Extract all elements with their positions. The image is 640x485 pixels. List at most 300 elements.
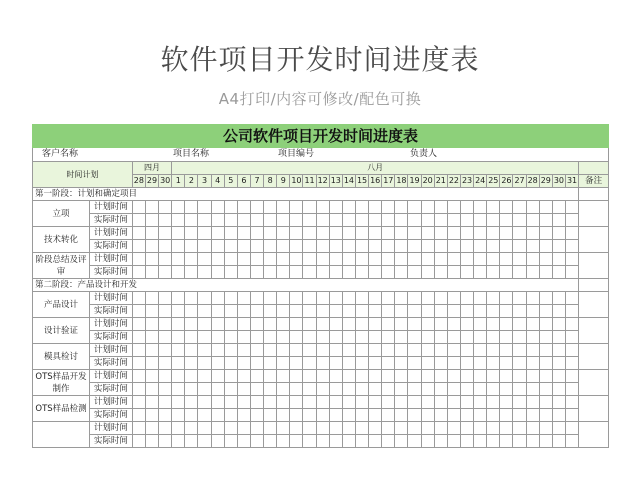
- schedule-cell[interactable]: [487, 227, 500, 240]
- schedule-cell[interactable]: [565, 253, 578, 266]
- schedule-cell[interactable]: [159, 344, 172, 357]
- schedule-cell[interactable]: [237, 253, 250, 266]
- schedule-cell[interactable]: [145, 240, 158, 253]
- schedule-cell[interactable]: [434, 318, 447, 331]
- schedule-cell[interactable]: [421, 383, 434, 396]
- schedule-cell[interactable]: [539, 292, 552, 305]
- schedule-cell[interactable]: [565, 305, 578, 318]
- schedule-cell[interactable]: [395, 318, 408, 331]
- schedule-cell[interactable]: [395, 214, 408, 227]
- schedule-cell[interactable]: [552, 331, 565, 344]
- schedule-cell[interactable]: [369, 383, 382, 396]
- schedule-cell[interactable]: [474, 422, 487, 435]
- schedule-cell[interactable]: [342, 331, 355, 344]
- schedule-cell[interactable]: [250, 331, 263, 344]
- schedule-cell[interactable]: [474, 344, 487, 357]
- schedule-cell[interactable]: [172, 331, 185, 344]
- schedule-cell[interactable]: [237, 383, 250, 396]
- schedule-cell[interactable]: [474, 201, 487, 214]
- schedule-cell[interactable]: [421, 409, 434, 422]
- schedule-cell[interactable]: [382, 214, 395, 227]
- schedule-cell[interactable]: [224, 435, 237, 448]
- schedule-cell[interactable]: [395, 409, 408, 422]
- schedule-cell[interactable]: [303, 409, 316, 422]
- schedule-cell[interactable]: [539, 305, 552, 318]
- schedule-cell[interactable]: [474, 253, 487, 266]
- schedule-cell[interactable]: [198, 422, 211, 435]
- schedule-cell[interactable]: [539, 266, 552, 279]
- schedule-cell[interactable]: [159, 266, 172, 279]
- schedule-cell[interactable]: [513, 331, 526, 344]
- schedule-cell[interactable]: [447, 305, 460, 318]
- schedule-cell[interactable]: [460, 214, 473, 227]
- schedule-cell[interactable]: [460, 227, 473, 240]
- schedule-cell[interactable]: [421, 331, 434, 344]
- schedule-cell[interactable]: [159, 435, 172, 448]
- schedule-cell[interactable]: [224, 201, 237, 214]
- schedule-cell[interactable]: [132, 435, 145, 448]
- schedule-cell[interactable]: [513, 344, 526, 357]
- schedule-cell[interactable]: [539, 370, 552, 383]
- schedule-cell[interactable]: [264, 214, 277, 227]
- schedule-cell[interactable]: [132, 396, 145, 409]
- schedule-cell[interactable]: [329, 331, 342, 344]
- schedule-cell[interactable]: [447, 357, 460, 370]
- schedule-cell[interactable]: [408, 227, 421, 240]
- schedule-cell[interactable]: [460, 370, 473, 383]
- schedule-cell[interactable]: [434, 435, 447, 448]
- schedule-cell[interactable]: [382, 240, 395, 253]
- schedule-cell[interactable]: [277, 214, 290, 227]
- schedule-cell[interactable]: [526, 305, 539, 318]
- schedule-cell[interactable]: [224, 344, 237, 357]
- schedule-cell[interactable]: [500, 383, 513, 396]
- schedule-cell[interactable]: [224, 227, 237, 240]
- schedule-cell[interactable]: [224, 214, 237, 227]
- schedule-cell[interactable]: [447, 435, 460, 448]
- schedule-cell[interactable]: [132, 305, 145, 318]
- schedule-cell[interactable]: [552, 422, 565, 435]
- schedule-cell[interactable]: [185, 435, 198, 448]
- schedule-cell[interactable]: [329, 409, 342, 422]
- schedule-cell[interactable]: [290, 253, 303, 266]
- schedule-cell[interactable]: [224, 292, 237, 305]
- schedule-cell[interactable]: [211, 292, 224, 305]
- schedule-cell[interactable]: [342, 422, 355, 435]
- schedule-cell[interactable]: [434, 292, 447, 305]
- schedule-cell[interactable]: [316, 331, 329, 344]
- schedule-cell[interactable]: [198, 357, 211, 370]
- schedule-cell[interactable]: [316, 435, 329, 448]
- schedule-cell[interactable]: [355, 227, 368, 240]
- schedule-cell[interactable]: [277, 240, 290, 253]
- schedule-cell[interactable]: [355, 292, 368, 305]
- schedule-cell[interactable]: [460, 422, 473, 435]
- schedule-cell[interactable]: [382, 201, 395, 214]
- schedule-cell[interactable]: [565, 396, 578, 409]
- schedule-cell[interactable]: [342, 253, 355, 266]
- schedule-cell[interactable]: [552, 383, 565, 396]
- schedule-cell[interactable]: [355, 331, 368, 344]
- schedule-cell[interactable]: [434, 331, 447, 344]
- schedule-cell[interactable]: [159, 383, 172, 396]
- schedule-cell[interactable]: [132, 318, 145, 331]
- schedule-cell[interactable]: [145, 266, 158, 279]
- schedule-cell[interactable]: [211, 344, 224, 357]
- schedule-cell[interactable]: [565, 240, 578, 253]
- note-cell[interactable]: [579, 344, 609, 370]
- schedule-cell[interactable]: [172, 435, 185, 448]
- schedule-cell[interactable]: [342, 318, 355, 331]
- schedule-cell[interactable]: [369, 266, 382, 279]
- schedule-cell[interactable]: [250, 409, 263, 422]
- schedule-cell[interactable]: [329, 227, 342, 240]
- schedule-cell[interactable]: [237, 201, 250, 214]
- schedule-cell[interactable]: [172, 422, 185, 435]
- schedule-cell[interactable]: [395, 357, 408, 370]
- schedule-cell[interactable]: [513, 357, 526, 370]
- schedule-cell[interactable]: [382, 383, 395, 396]
- schedule-cell[interactable]: [552, 240, 565, 253]
- schedule-cell[interactable]: [513, 396, 526, 409]
- schedule-cell[interactable]: [565, 318, 578, 331]
- schedule-cell[interactable]: [316, 383, 329, 396]
- schedule-cell[interactable]: [342, 409, 355, 422]
- schedule-cell[interactable]: [185, 331, 198, 344]
- schedule-cell[interactable]: [500, 396, 513, 409]
- schedule-cell[interactable]: [172, 240, 185, 253]
- schedule-cell[interactable]: [198, 409, 211, 422]
- schedule-cell[interactable]: [434, 214, 447, 227]
- schedule-cell[interactable]: [329, 214, 342, 227]
- schedule-cell[interactable]: [250, 344, 263, 357]
- schedule-cell[interactable]: [487, 370, 500, 383]
- schedule-cell[interactable]: [539, 214, 552, 227]
- schedule-cell[interactable]: [264, 292, 277, 305]
- schedule-cell[interactable]: [303, 331, 316, 344]
- schedule-cell[interactable]: [159, 422, 172, 435]
- schedule-cell[interactable]: [198, 344, 211, 357]
- schedule-cell[interactable]: [395, 435, 408, 448]
- schedule-cell[interactable]: [526, 331, 539, 344]
- schedule-cell[interactable]: [329, 305, 342, 318]
- schedule-cell[interactable]: [513, 266, 526, 279]
- schedule-cell[interactable]: [237, 357, 250, 370]
- schedule-cell[interactable]: [500, 214, 513, 227]
- schedule-cell[interactable]: [487, 253, 500, 266]
- schedule-cell[interactable]: [277, 253, 290, 266]
- schedule-cell[interactable]: [447, 227, 460, 240]
- schedule-cell[interactable]: [211, 396, 224, 409]
- schedule-cell[interactable]: [172, 305, 185, 318]
- schedule-cell[interactable]: [539, 344, 552, 357]
- schedule-cell[interactable]: [526, 344, 539, 357]
- schedule-cell[interactable]: [421, 357, 434, 370]
- schedule-cell[interactable]: [303, 292, 316, 305]
- schedule-cell[interactable]: [329, 396, 342, 409]
- schedule-cell[interactable]: [408, 344, 421, 357]
- schedule-cell[interactable]: [447, 396, 460, 409]
- schedule-cell[interactable]: [185, 357, 198, 370]
- schedule-cell[interactable]: [500, 266, 513, 279]
- schedule-cell[interactable]: [434, 344, 447, 357]
- schedule-cell[interactable]: [172, 396, 185, 409]
- schedule-cell[interactable]: [369, 396, 382, 409]
- schedule-cell[interactable]: [565, 331, 578, 344]
- schedule-cell[interactable]: [303, 305, 316, 318]
- schedule-cell[interactable]: [395, 240, 408, 253]
- schedule-cell[interactable]: [342, 240, 355, 253]
- schedule-cell[interactable]: [421, 422, 434, 435]
- schedule-cell[interactable]: [316, 201, 329, 214]
- schedule-cell[interactable]: [526, 409, 539, 422]
- schedule-cell[interactable]: [447, 370, 460, 383]
- schedule-cell[interactable]: [250, 396, 263, 409]
- schedule-cell[interactable]: [224, 331, 237, 344]
- schedule-cell[interactable]: [447, 201, 460, 214]
- schedule-cell[interactable]: [342, 435, 355, 448]
- schedule-cell[interactable]: [447, 253, 460, 266]
- schedule-cell[interactable]: [185, 422, 198, 435]
- schedule-cell[interactable]: [565, 266, 578, 279]
- note-cell[interactable]: [579, 253, 609, 279]
- schedule-cell[interactable]: [329, 383, 342, 396]
- schedule-cell[interactable]: [316, 227, 329, 240]
- schedule-cell[interactable]: [159, 396, 172, 409]
- schedule-cell[interactable]: [172, 253, 185, 266]
- schedule-cell[interactable]: [277, 344, 290, 357]
- schedule-cell[interactable]: [316, 266, 329, 279]
- schedule-cell[interactable]: [460, 331, 473, 344]
- schedule-cell[interactable]: [513, 227, 526, 240]
- schedule-cell[interactable]: [474, 266, 487, 279]
- schedule-cell[interactable]: [460, 201, 473, 214]
- schedule-cell[interactable]: [145, 201, 158, 214]
- schedule-cell[interactable]: [264, 357, 277, 370]
- schedule-cell[interactable]: [355, 240, 368, 253]
- schedule-cell[interactable]: [185, 214, 198, 227]
- schedule-cell[interactable]: [237, 422, 250, 435]
- schedule-cell[interactable]: [185, 370, 198, 383]
- schedule-cell[interactable]: [237, 396, 250, 409]
- schedule-cell[interactable]: [237, 266, 250, 279]
- note-cell[interactable]: [579, 227, 609, 253]
- schedule-cell[interactable]: [303, 383, 316, 396]
- schedule-cell[interactable]: [500, 318, 513, 331]
- schedule-cell[interactable]: [355, 201, 368, 214]
- schedule-cell[interactable]: [264, 344, 277, 357]
- schedule-cell[interactable]: [290, 240, 303, 253]
- schedule-cell[interactable]: [303, 344, 316, 357]
- schedule-cell[interactable]: [316, 240, 329, 253]
- schedule-cell[interactable]: [552, 292, 565, 305]
- schedule-cell[interactable]: [369, 344, 382, 357]
- schedule-cell[interactable]: [395, 331, 408, 344]
- schedule-cell[interactable]: [395, 422, 408, 435]
- schedule-cell[interactable]: [408, 214, 421, 227]
- schedule-cell[interactable]: [500, 253, 513, 266]
- schedule-cell[interactable]: [316, 370, 329, 383]
- schedule-cell[interactable]: [211, 253, 224, 266]
- schedule-cell[interactable]: [290, 357, 303, 370]
- schedule-cell[interactable]: [316, 344, 329, 357]
- schedule-cell[interactable]: [342, 344, 355, 357]
- schedule-cell[interactable]: [487, 357, 500, 370]
- schedule-cell[interactable]: [303, 318, 316, 331]
- schedule-cell[interactable]: [303, 201, 316, 214]
- schedule-cell[interactable]: [132, 331, 145, 344]
- schedule-cell[interactable]: [355, 253, 368, 266]
- schedule-cell[interactable]: [211, 422, 224, 435]
- schedule-cell[interactable]: [369, 318, 382, 331]
- schedule-cell[interactable]: [132, 227, 145, 240]
- note-cell[interactable]: [579, 201, 609, 227]
- schedule-cell[interactable]: [369, 292, 382, 305]
- schedule-cell[interactable]: [237, 370, 250, 383]
- schedule-cell[interactable]: [408, 253, 421, 266]
- schedule-cell[interactable]: [342, 305, 355, 318]
- schedule-cell[interactable]: [355, 344, 368, 357]
- schedule-cell[interactable]: [342, 266, 355, 279]
- schedule-cell[interactable]: [382, 331, 395, 344]
- schedule-cell[interactable]: [132, 201, 145, 214]
- schedule-cell[interactable]: [382, 357, 395, 370]
- schedule-cell[interactable]: [172, 266, 185, 279]
- schedule-cell[interactable]: [395, 201, 408, 214]
- schedule-cell[interactable]: [145, 383, 158, 396]
- schedule-cell[interactable]: [421, 305, 434, 318]
- schedule-cell[interactable]: [224, 396, 237, 409]
- schedule-cell[interactable]: [159, 305, 172, 318]
- schedule-cell[interactable]: [159, 409, 172, 422]
- schedule-cell[interactable]: [382, 227, 395, 240]
- schedule-cell[interactable]: [145, 331, 158, 344]
- schedule-cell[interactable]: [460, 396, 473, 409]
- schedule-cell[interactable]: [211, 409, 224, 422]
- schedule-cell[interactable]: [237, 305, 250, 318]
- schedule-cell[interactable]: [316, 305, 329, 318]
- schedule-cell[interactable]: [290, 331, 303, 344]
- schedule-cell[interactable]: [395, 292, 408, 305]
- schedule-cell[interactable]: [185, 318, 198, 331]
- schedule-cell[interactable]: [250, 214, 263, 227]
- schedule-cell[interactable]: [513, 370, 526, 383]
- schedule-cell[interactable]: [277, 383, 290, 396]
- schedule-cell[interactable]: [487, 318, 500, 331]
- schedule-cell[interactable]: [303, 227, 316, 240]
- schedule-cell[interactable]: [342, 370, 355, 383]
- schedule-cell[interactable]: [447, 214, 460, 227]
- schedule-cell[interactable]: [237, 435, 250, 448]
- schedule-cell[interactable]: [447, 409, 460, 422]
- schedule-cell[interactable]: [526, 422, 539, 435]
- schedule-cell[interactable]: [342, 227, 355, 240]
- schedule-cell[interactable]: [224, 357, 237, 370]
- schedule-cell[interactable]: [303, 214, 316, 227]
- schedule-cell[interactable]: [565, 227, 578, 240]
- schedule-cell[interactable]: [408, 240, 421, 253]
- schedule-cell[interactable]: [421, 227, 434, 240]
- schedule-cell[interactable]: [539, 227, 552, 240]
- schedule-cell[interactable]: [460, 409, 473, 422]
- schedule-cell[interactable]: [460, 357, 473, 370]
- schedule-cell[interactable]: [224, 422, 237, 435]
- schedule-cell[interactable]: [250, 227, 263, 240]
- schedule-cell[interactable]: [460, 344, 473, 357]
- schedule-cell[interactable]: [382, 344, 395, 357]
- schedule-cell[interactable]: [434, 305, 447, 318]
- schedule-cell[interactable]: [487, 266, 500, 279]
- schedule-cell[interactable]: [132, 422, 145, 435]
- schedule-cell[interactable]: [408, 422, 421, 435]
- schedule-cell[interactable]: [185, 227, 198, 240]
- schedule-cell[interactable]: [434, 409, 447, 422]
- schedule-cell[interactable]: [132, 253, 145, 266]
- schedule-cell[interactable]: [277, 409, 290, 422]
- schedule-cell[interactable]: [237, 409, 250, 422]
- schedule-cell[interactable]: [277, 201, 290, 214]
- schedule-cell[interactable]: [290, 409, 303, 422]
- schedule-cell[interactable]: [250, 318, 263, 331]
- schedule-cell[interactable]: [526, 240, 539, 253]
- schedule-cell[interactable]: [552, 253, 565, 266]
- schedule-cell[interactable]: [487, 201, 500, 214]
- schedule-cell[interactable]: [460, 305, 473, 318]
- schedule-cell[interactable]: [185, 292, 198, 305]
- schedule-cell[interactable]: [382, 292, 395, 305]
- schedule-cell[interactable]: [211, 240, 224, 253]
- schedule-cell[interactable]: [355, 383, 368, 396]
- schedule-cell[interactable]: [237, 318, 250, 331]
- schedule-cell[interactable]: [145, 318, 158, 331]
- schedule-cell[interactable]: [316, 318, 329, 331]
- schedule-cell[interactable]: [264, 422, 277, 435]
- schedule-cell[interactable]: [211, 331, 224, 344]
- schedule-cell[interactable]: [408, 331, 421, 344]
- schedule-cell[interactable]: [565, 422, 578, 435]
- schedule-cell[interactable]: [355, 305, 368, 318]
- schedule-cell[interactable]: [382, 422, 395, 435]
- note-cell[interactable]: [579, 370, 609, 396]
- schedule-cell[interactable]: [539, 409, 552, 422]
- schedule-cell[interactable]: [237, 292, 250, 305]
- schedule-cell[interactable]: [145, 344, 158, 357]
- schedule-cell[interactable]: [382, 396, 395, 409]
- schedule-cell[interactable]: [277, 318, 290, 331]
- schedule-cell[interactable]: [145, 227, 158, 240]
- schedule-cell[interactable]: [434, 240, 447, 253]
- schedule-cell[interactable]: [224, 240, 237, 253]
- schedule-cell[interactable]: [447, 344, 460, 357]
- schedule-cell[interactable]: [408, 383, 421, 396]
- schedule-cell[interactable]: [329, 253, 342, 266]
- schedule-cell[interactable]: [487, 409, 500, 422]
- schedule-cell[interactable]: [487, 383, 500, 396]
- schedule-cell[interactable]: [539, 318, 552, 331]
- schedule-cell[interactable]: [211, 201, 224, 214]
- schedule-cell[interactable]: [316, 396, 329, 409]
- schedule-cell[interactable]: [369, 435, 382, 448]
- schedule-cell[interactable]: [211, 370, 224, 383]
- schedule-cell[interactable]: [408, 370, 421, 383]
- schedule-cell[interactable]: [250, 422, 263, 435]
- schedule-cell[interactable]: [565, 344, 578, 357]
- schedule-cell[interactable]: [500, 201, 513, 214]
- schedule-cell[interactable]: [421, 318, 434, 331]
- schedule-cell[interactable]: [277, 370, 290, 383]
- schedule-cell[interactable]: [172, 318, 185, 331]
- schedule-cell[interactable]: [421, 201, 434, 214]
